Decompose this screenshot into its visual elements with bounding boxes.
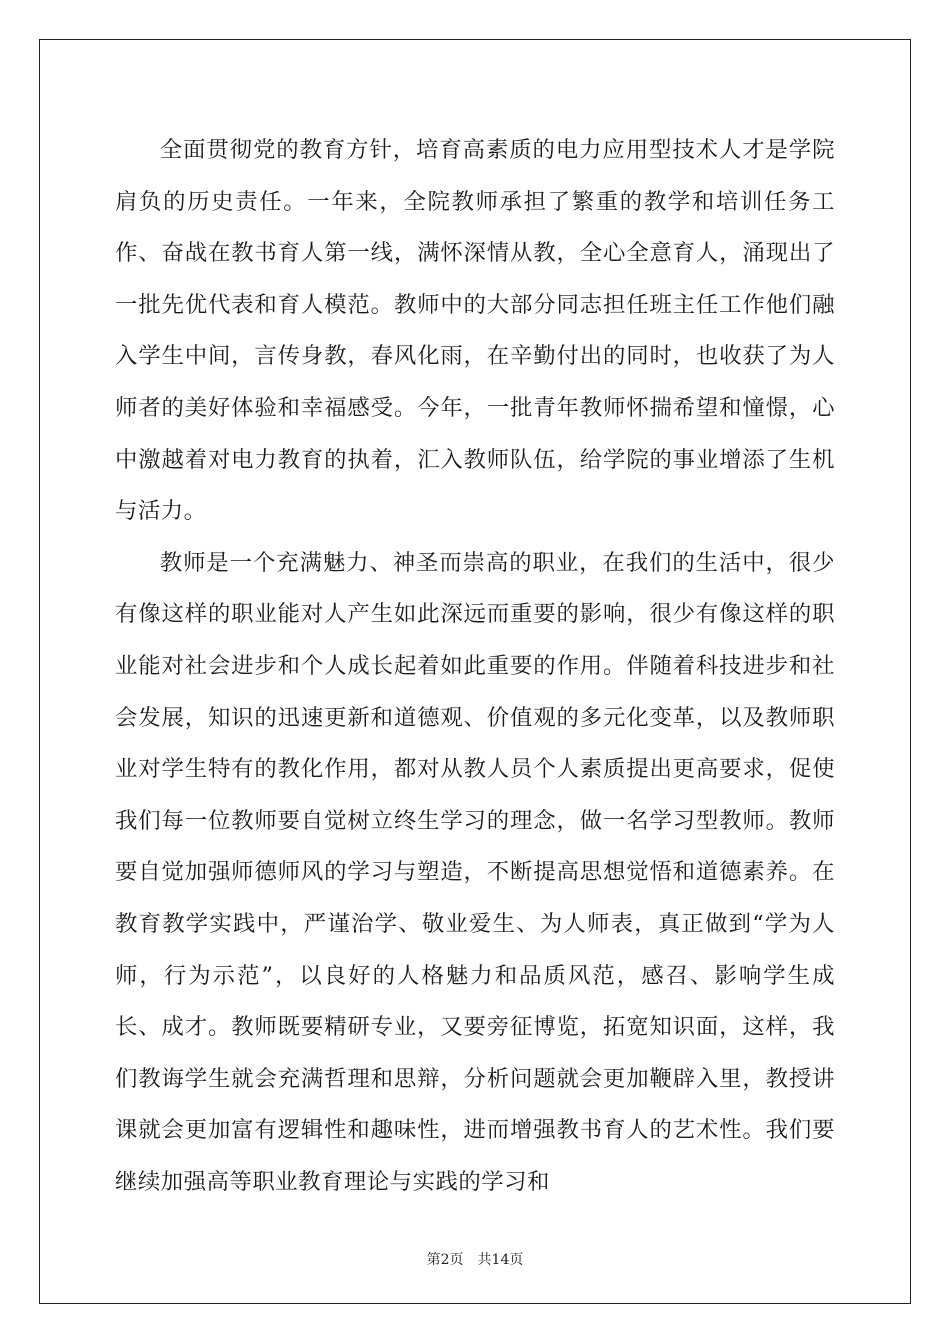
paragraph-2: 教师是一个充满魅力、神圣而崇高的职业，在我们的生活中，很少有像这样的职业能对人产生如此深远而重要的影响，很少有像这样的职业能对社会进步和个人成长起着如此重要的作用。伴随着科技进步和社会发展，知识的迅速更新和道德观、价值观的多元化变革，以及教师职业对学生特有的教化作用，都对从教人员个人素质提出更高要求，促使我们每一位教师要自觉树立终生学习的理念，做一名学习型教师。教师要自觉加强师德师风的学习与塑造，不断提高思想觉悟和道德素养。在教育教学实践中，严谨治学、敬业爱生、为人师表，真正做到“学为人师，行为示范”，以良好的人格魅力和品质风范，感召、影响学生成长、成才。教师既要精研专业，又要旁征博览，拓宽知识面，这样，我们教诲学生就会充满哲理和思辩，分析问题就会更加鞭辟入里，教授讲课就会更加富有逻辑性和趣味性，进而增强教书育人的艺术性。我们要继续加强高等职业教育理论与实践的学习和 bbox=[115, 549, 835, 1195]
page-total: 共14页 bbox=[477, 1252, 524, 1268]
paragraph-1: 全面贯彻党的教育方针，培育高素质的电力应用型技术人才是学院肩负的历史责任。一年来，全院教师承担了繁重的教学和培训任务工作、奋战在教书育人第一线，满怀深情从教，全心全意育人，涌现出了一批先优代表和育人模范。教师中的大部分同志担任班主任工作他们融入学生中间，言传身教，春风化雨，在辛勤付出的同时，也收获了为人师者的美好体验和幸福感受。今年，一批青年教师怀揣希望和憧憬，心中激越着对电力教育的执着，汇入教师队伍，给学院的事业增添了生机与活力。 bbox=[115, 137, 835, 525]
page-footer bbox=[0, 1249, 950, 1269]
document-body bbox=[115, 125, 835, 1208]
page-number: 第2页 bbox=[426, 1252, 464, 1268]
